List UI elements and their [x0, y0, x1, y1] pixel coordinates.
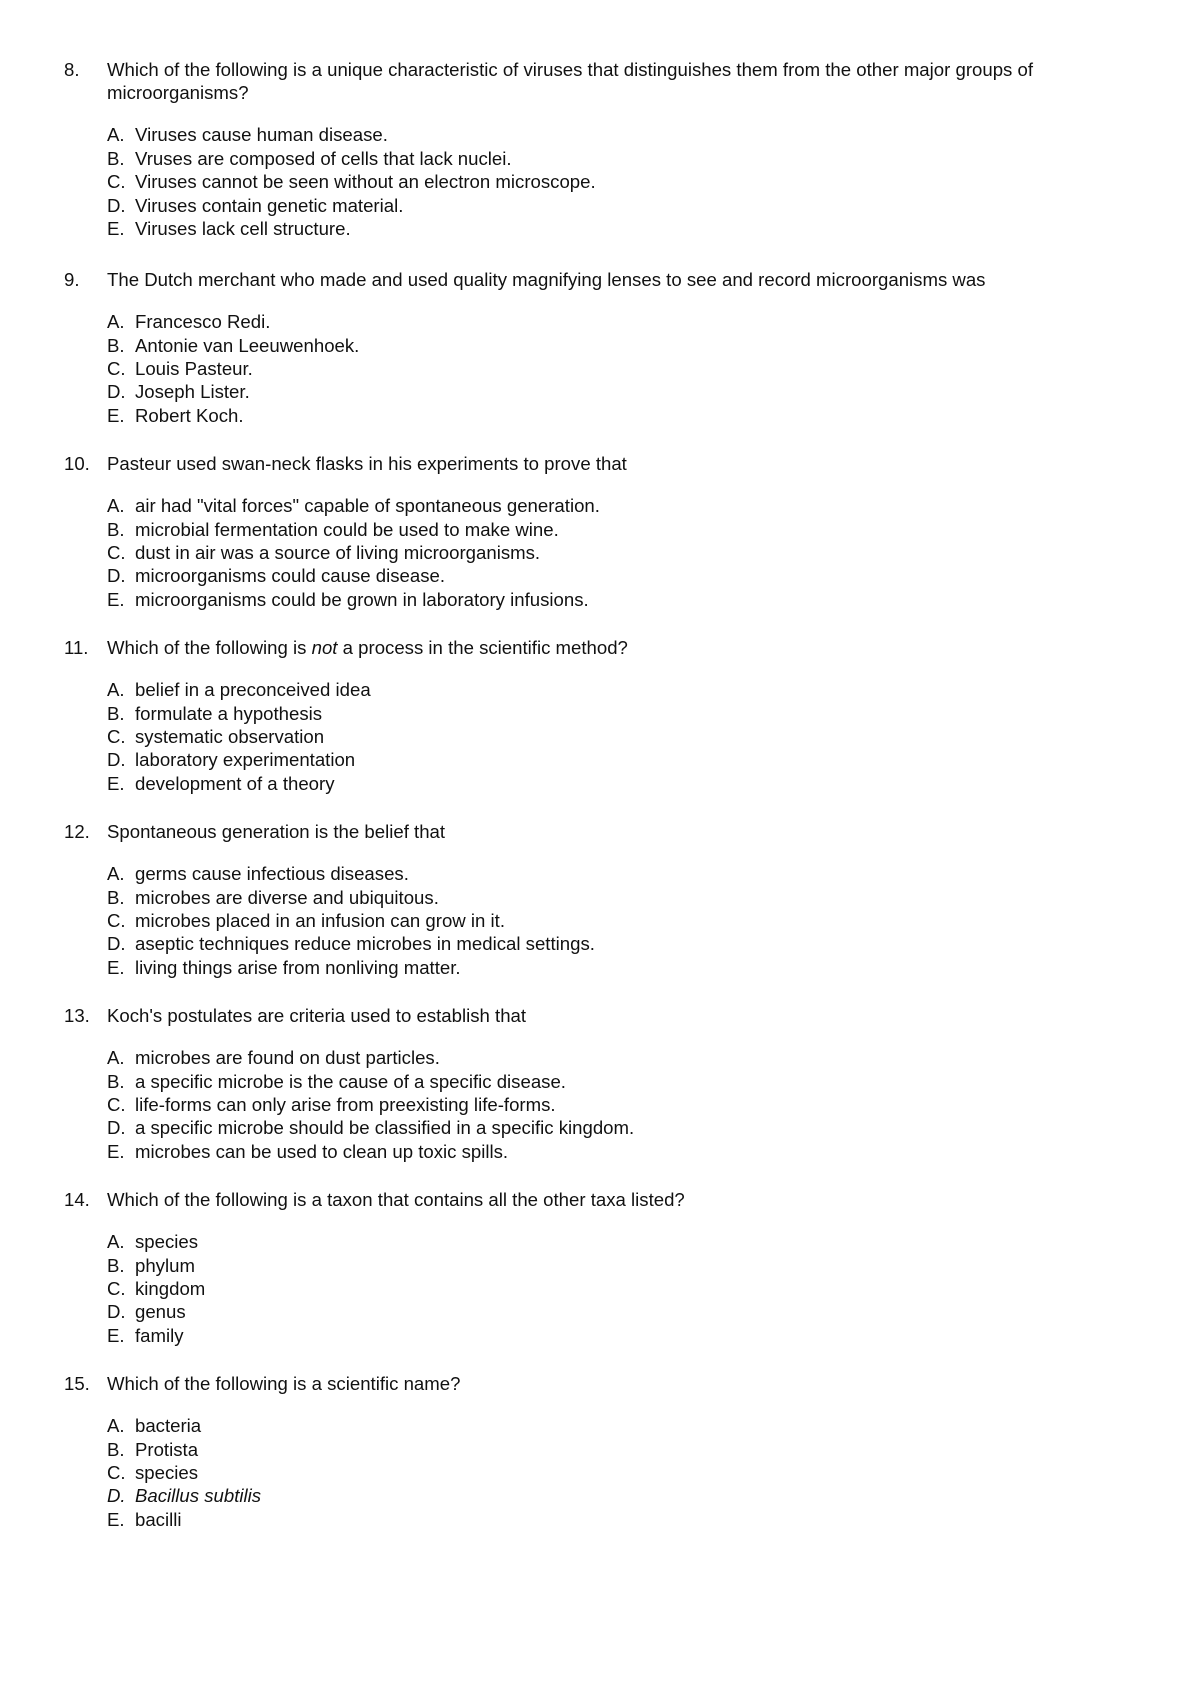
option-letter: C. — [107, 909, 126, 931]
option-text: Vruses are composed of cells that lack nuclei. — [135, 147, 512, 169]
option-text: a specific microbe is the cause of a specific disease. — [135, 1070, 566, 1092]
option-text: living things arise from nonliving matter. — [135, 956, 461, 978]
question-stem — [0, 636, 1190, 659]
option-text: belief in a preconceived idea — [135, 679, 371, 701]
option-text: Viruses lack cell structure. — [135, 217, 351, 239]
option-letter: B. — [107, 886, 125, 908]
option-b — [0, 518, 1190, 541]
option-letter: C. — [107, 725, 126, 747]
question-stem — [0, 1372, 1190, 1395]
question-11 — [0, 636, 1190, 795]
question-number: 11. — [64, 637, 89, 658]
option-text: family — [135, 1324, 184, 1346]
option-a — [0, 678, 1190, 701]
option-letter: B. — [107, 334, 125, 356]
option-letter: E. — [107, 956, 125, 978]
question-text: Pasteur used swan-neck flasks in his experiments to prove that — [107, 453, 627, 474]
option-e — [0, 404, 1190, 427]
option-text: Antonie van Leeuwenhoek. — [135, 334, 360, 356]
option-text: microorganisms could cause disease. — [135, 565, 446, 587]
question-stem — [0, 820, 1190, 843]
option-text: microbial fermentation could be used to make wine. — [135, 518, 559, 540]
answer-options — [0, 494, 1190, 611]
option-letter: D. — [107, 1301, 126, 1323]
option-c — [0, 725, 1190, 748]
option-text: microorganisms could be grown in laboratory infusions. — [135, 588, 589, 610]
option-text: microbes placed in an infusion can grow in it. — [135, 909, 506, 931]
option-c — [0, 541, 1190, 564]
option-c — [0, 1277, 1190, 1300]
option-letter: C. — [107, 1093, 126, 1115]
option-letter: B. — [107, 518, 125, 540]
option-b — [0, 334, 1190, 357]
option-b — [0, 1070, 1190, 1093]
answer-options — [0, 678, 1190, 795]
option-text: species — [135, 1461, 199, 1483]
option-letter: A. — [107, 311, 125, 333]
option-text: formulate a hypothesis — [135, 702, 323, 724]
question-number: 13. — [64, 1005, 90, 1026]
option-text: Robert Koch. — [135, 404, 244, 426]
option-text: Viruses contain genetic material. — [135, 194, 404, 216]
option-text: phylum — [135, 1254, 195, 1276]
option-letter: B. — [107, 1254, 125, 1276]
question-10 — [0, 452, 1190, 611]
option-b — [0, 1254, 1190, 1277]
option-a — [0, 1046, 1190, 1069]
answer-options — [0, 1046, 1190, 1163]
option-c — [0, 357, 1190, 380]
option-text: Viruses cannot be seen without an electron microscope. — [135, 171, 596, 193]
option-c — [0, 1093, 1190, 1116]
option-text: a specific microbe should be classified in a specific kingdom. — [135, 1117, 635, 1139]
option-letter: B. — [107, 1438, 125, 1460]
option-d — [0, 748, 1190, 771]
question-number: 9. — [64, 269, 80, 290]
option-text: Bacillus subtilis — [135, 1485, 262, 1507]
option-letter: C. — [107, 541, 126, 563]
answer-options — [0, 1230, 1190, 1347]
option-letter: E. — [107, 1140, 125, 1162]
option-letter: E. — [107, 217, 125, 239]
option-b — [0, 886, 1190, 909]
question-text: Which of the following is a taxon that contains all the other taxa listed? — [107, 1189, 685, 1210]
option-a — [0, 862, 1190, 885]
question-9 — [0, 268, 1190, 427]
answer-options — [0, 1414, 1190, 1531]
option-letter: D. — [107, 1117, 126, 1139]
option-e — [0, 1140, 1190, 1163]
option-letter: D. — [107, 194, 126, 216]
option-letter: A. — [107, 679, 125, 701]
option-letter: A. — [107, 863, 125, 885]
question-number: 8. — [64, 59, 80, 80]
option-a — [0, 1414, 1190, 1437]
question-stem — [0, 1188, 1190, 1211]
option-d — [0, 1484, 1190, 1507]
option-e — [0, 588, 1190, 611]
option-e — [0, 217, 1190, 240]
question-number: 12. — [64, 821, 90, 842]
question-text: Which of the following is a scientific name? — [107, 1373, 461, 1394]
option-text: dust in air was a source of living microorganisms. — [135, 541, 541, 563]
option-letter: D. — [107, 933, 126, 955]
question-13 — [0, 1004, 1190, 1163]
option-text: Protista — [135, 1438, 199, 1460]
option-a — [0, 1230, 1190, 1253]
option-text: kingdom — [135, 1277, 206, 1299]
option-letter: D. — [107, 749, 126, 771]
emphasis-not: not — [311, 637, 338, 658]
option-a — [0, 494, 1190, 517]
option-c — [0, 1461, 1190, 1484]
option-text: aseptic techniques reduce microbes in medical settings. — [135, 933, 595, 955]
option-text: Louis Pasteur. — [135, 357, 253, 379]
question-text: Which of the following is a unique characteristic of viruses that distinguishes them from the other major groups of microorganisms? — [107, 59, 1034, 104]
option-letter: A. — [107, 1231, 125, 1253]
question-text: Koch's postulates are criteria used to establish that — [107, 1005, 527, 1026]
option-b — [0, 147, 1190, 170]
option-d — [0, 1116, 1190, 1139]
option-letter: D. — [107, 381, 126, 403]
question-15 — [0, 1372, 1190, 1531]
option-letter: B. — [107, 702, 125, 724]
option-text: Francesco Redi. — [135, 311, 271, 333]
answer-options — [0, 862, 1190, 979]
option-text: air had "vital forces" capable of spontaneous generation. — [135, 495, 600, 517]
question-number: 10. — [64, 453, 90, 474]
option-c — [0, 170, 1190, 193]
option-d — [0, 1300, 1190, 1323]
option-text: life-forms can only arise from preexisting life-forms. — [135, 1093, 556, 1115]
option-b — [0, 702, 1190, 725]
option-text: bacteria — [135, 1415, 202, 1437]
option-text: development of a theory — [135, 772, 335, 794]
option-a — [0, 123, 1190, 146]
question-text: The Dutch merchant who made and used quality magnifying lenses to see and record microorganisms was — [107, 269, 986, 290]
option-b — [0, 1438, 1190, 1461]
option-letter: E. — [107, 772, 125, 794]
option-letter: E. — [107, 404, 125, 426]
option-text: systematic observation — [135, 725, 325, 747]
question-stem — [0, 268, 1190, 291]
option-d — [0, 932, 1190, 955]
option-text: microbes are diverse and ubiquitous. — [135, 886, 439, 908]
answer-options — [0, 310, 1190, 427]
option-text: germs cause infectious diseases. — [135, 863, 409, 885]
option-e — [0, 1324, 1190, 1347]
option-text: genus — [135, 1301, 186, 1323]
option-e — [0, 1508, 1190, 1531]
option-text: Joseph Lister. — [135, 381, 250, 403]
option-c — [0, 909, 1190, 932]
option-text: laboratory experimentation — [135, 749, 356, 771]
option-letter: A. — [107, 124, 125, 146]
question-14 — [0, 1188, 1190, 1347]
option-letter: A. — [107, 1047, 125, 1069]
question-12 — [0, 820, 1190, 979]
option-letter: B. — [107, 1070, 125, 1092]
question-text: Which of the following is not a process in the scientific method? — [107, 637, 628, 658]
option-letter: A. — [107, 495, 125, 517]
option-letter: C. — [107, 171, 126, 193]
question-text: Spontaneous generation is the belief that — [107, 821, 446, 842]
option-e — [0, 956, 1190, 979]
option-d — [0, 194, 1190, 217]
option-text: bacilli — [135, 1508, 182, 1530]
option-letter: C. — [107, 1277, 126, 1299]
question-stem — [0, 1004, 1190, 1027]
option-d — [0, 564, 1190, 587]
option-letter: C. — [107, 1461, 126, 1483]
option-letter: B. — [107, 147, 125, 169]
option-letter: E. — [107, 1508, 125, 1530]
question-stem — [0, 58, 1190, 104]
option-a — [0, 310, 1190, 333]
option-text: microbes are found on dust particles. — [135, 1047, 440, 1069]
option-text: Viruses cause human disease. — [135, 124, 388, 146]
question-stem — [0, 452, 1190, 475]
option-d — [0, 380, 1190, 403]
question-8 — [0, 58, 1190, 240]
option-letter: D. — [107, 1485, 126, 1507]
option-text: microbes can be used to clean up toxic spills. — [135, 1140, 509, 1162]
option-letter: E. — [107, 1324, 125, 1346]
answer-options — [0, 123, 1190, 240]
option-letter: A. — [107, 1415, 125, 1437]
option-letter: E. — [107, 588, 125, 610]
question-number: 15. — [64, 1373, 90, 1394]
option-text: species — [135, 1231, 199, 1253]
option-letter: D. — [107, 565, 126, 587]
question-number: 14. — [64, 1189, 90, 1210]
option-e — [0, 772, 1190, 795]
option-letter: C. — [107, 357, 126, 379]
